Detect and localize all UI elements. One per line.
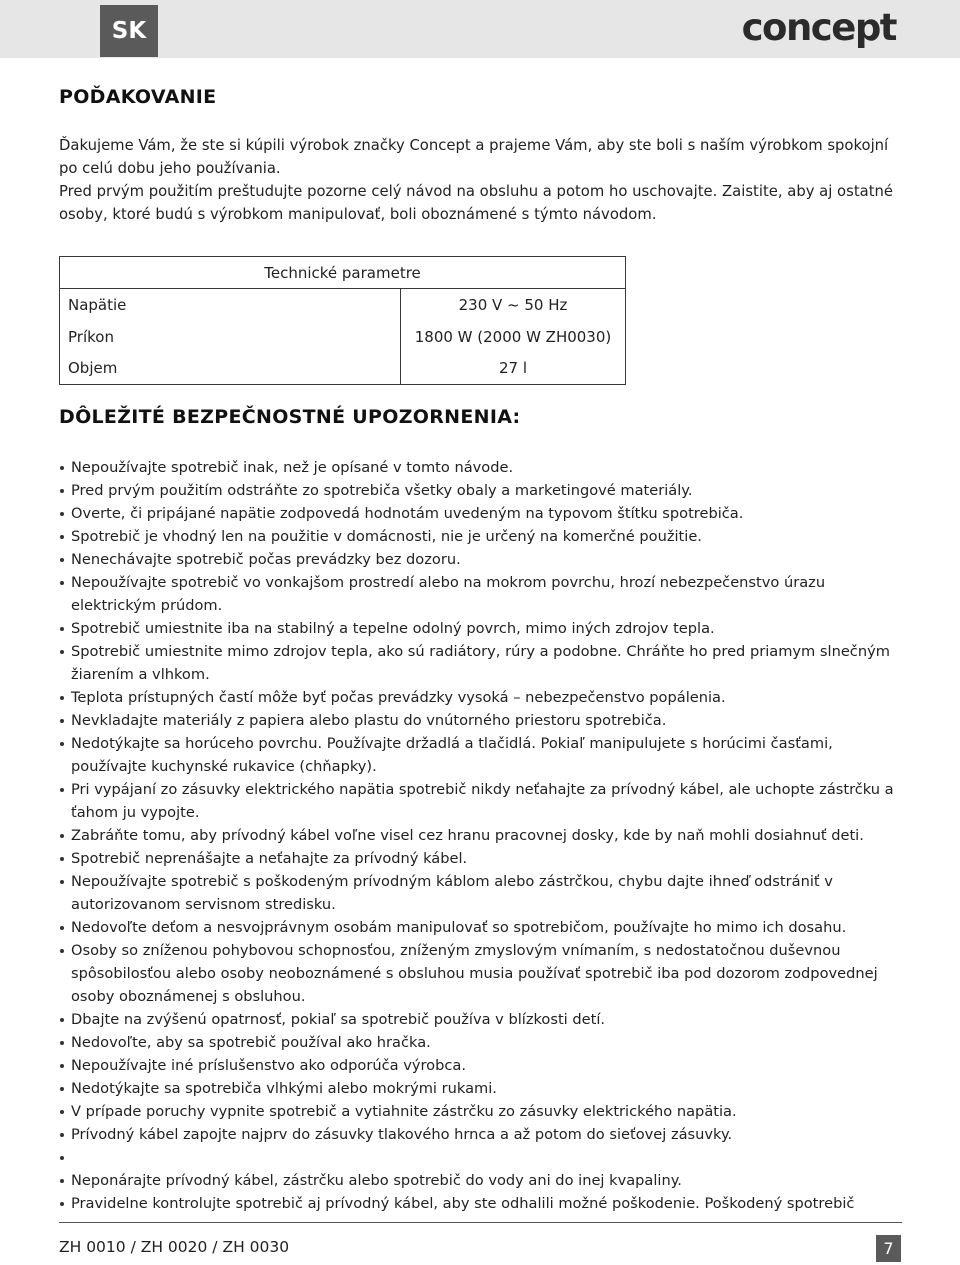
spec-table — [59, 256, 626, 385]
spec-row-voltage — [60, 289, 626, 321]
language-badge: SK — [100, 5, 158, 57]
footer-model-numbers: ZH 0010 / ZH 0020 / ZH 0030 — [59, 1238, 290, 1256]
footer-divider — [59, 1222, 902, 1223]
spec-value: 230 V ~ 50 Hz — [401, 289, 626, 321]
spec-row-volume — [60, 353, 626, 385]
list-item: Nedotýkajte sa horúceho povrchu. Používajte držadlá a tlačidlá. Pokiaľ manipulujete s horúcimi časťami, používajte kuchynské rukavice (chňapky). — [59, 732, 909, 778]
list-item: Nepoužívajte spotrebič vo vonkajšom prostredí alebo na mokrom povrchu, hrozí nebezpečenstvo úrazu elektrickým prúdom. — [59, 571, 909, 617]
list-item: Nedovoľte, aby sa spotrebič používal ako hračka. — [59, 1031, 909, 1054]
list-item: Nedotýkajte sa spotrebiča vlhkými alebo mokrými rukami. — [59, 1077, 909, 1100]
list-item: Nepoužívajte iné príslušenstvo ako odporúča výrobca. — [59, 1054, 909, 1077]
brand-logo: concept — [741, 6, 896, 49]
list-item: Spotrebič umiestnite iba na stabilný a tepelne odolný povrch, mimo iných zdrojov tepla. — [59, 617, 909, 640]
list-item: Overte, či pripájané napätie zodpovedá hodnotám uvedeným na typovom štítku spotrebiča. — [59, 502, 909, 525]
list-item: Nepoužívajte spotrebič s poškodeným prívodným káblom alebo zástrčkou, chybu dajte ihneď odstrániť v autorizovanom servisnom stredisku. — [59, 870, 909, 916]
list-item: Nepoužívajte spotrebič inak, než je opísané v tomto návode. — [59, 456, 909, 479]
spec-label: Objem — [60, 353, 401, 385]
intro-paragraph: Ďakujeme Vám, že ste si kúpili výrobok značky Concept a prajeme Vám, aby ste boli s naším výrobkom spokojní po celú dobu jeho používania. — [59, 137, 889, 177]
intro-text — [59, 134, 909, 226]
section-title-thanks: POĎAKOVANIE — [59, 86, 217, 108]
section-title-safety: DÔLEŽITÉ BEZPEČNOSTNÉ UPOZORNENIA: — [59, 406, 521, 428]
spec-value: 1800 W (2000 W ZH0030) — [401, 321, 626, 353]
list-item: Pravidelne kontrolujte spotrebič aj prívodný kábel, aby ste odhalili možné poškodenie. Poškodený spotrebič — [59, 1192, 909, 1215]
list-item: Nedovoľte deťom a nesvojprávnym osobám manipulovať so spotrebičom, používajte ho mimo ich dosahu. — [59, 916, 909, 939]
list-item: Neponárajte prívodný kábel, zástrčku alebo spotrebič do vody ani do inej kvapaliny. — [59, 1169, 909, 1192]
list-item: Spotrebič je vhodný len na použitie v domácnosti, nie je určený na komerčné použitie. — [59, 525, 909, 548]
list-item: Nenechávajte spotrebič počas prevádzky bez dozoru. — [59, 548, 909, 571]
list-item: Pred prvým použitím odstráňte zo spotrebiča všetky obaly a marketingové materiály. — [59, 479, 909, 502]
list-item: Dbajte na zvýšenú opatrnosť, pokiaľ sa spotrebič používa v blízkosti detí. — [59, 1008, 909, 1031]
list-item: Spotrebič neprenášajte a neťahajte za prívodný kábel. — [59, 847, 909, 870]
page-number: 7 — [876, 1235, 901, 1262]
list-item: Spotrebič umiestnite mimo zdrojov tepla, ako sú radiátory, rúry a podobne. Chráňte ho pred priamym slnečným žiarením a vlhkom. — [59, 640, 909, 686]
safety-warnings-list — [59, 456, 909, 1215]
list-item: Osoby so zníženou pohybovou schopnosťou, zníženým zmyslovým vnímaním, s nedostatočnou duševnou spôsobilosťou alebo osoby neoboznámené s obsluhou musia používať spotrebič iba pod dozorom zodpovednej osoby oboznámenej s obsluhou. — [59, 939, 909, 1008]
list-item: Pri vypájaní zo zásuvky elektrického napätia spotrebič nikdy neťahajte za prívodný kábel, ale uchopte zástrčku a ťahom ju vypojte. — [59, 778, 909, 824]
list-item: Teplota prístupných častí môže byť počas prevádzky vysoká – nebezpečenstvo popálenia. — [59, 686, 909, 709]
spec-value: 27 l — [401, 353, 626, 385]
spec-row-power — [60, 321, 626, 353]
list-item: V prípade poruchy vypnite spotrebič a vytiahnite zástrčku zo zásuvky elektrického napätia. — [59, 1100, 909, 1123]
spec-label: Príkon — [60, 321, 401, 353]
spec-label: Napätie — [60, 289, 401, 321]
list-item: Prívodný kábel zapojte najprv do zásuvky tlakového hrnca a až potom do sieťovej zásuvky. — [59, 1123, 909, 1146]
list-item: Zabráňte tomu, aby prívodný kábel voľne visel cez hranu pracovnej dosky, kde by naň mohli dosiahnuť deti. — [59, 824, 909, 847]
intro-paragraph: Pred prvým použitím preštudujte pozorne celý návod na obsluhu a potom ho uschovajte. Zaistite, aby aj ostatné osoby, ktoré budú s výrobkom manipulovať, boli oboznámené s týmto návodom. — [59, 183, 893, 223]
spec-table-caption: Technické parametre — [60, 257, 626, 289]
spec-table-header-row — [60, 257, 626, 289]
list-item-empty — [59, 1146, 909, 1169]
list-item: Nevkladajte materiály z papiera alebo plastu do vnútorného priestoru spotrebiča. — [59, 709, 909, 732]
